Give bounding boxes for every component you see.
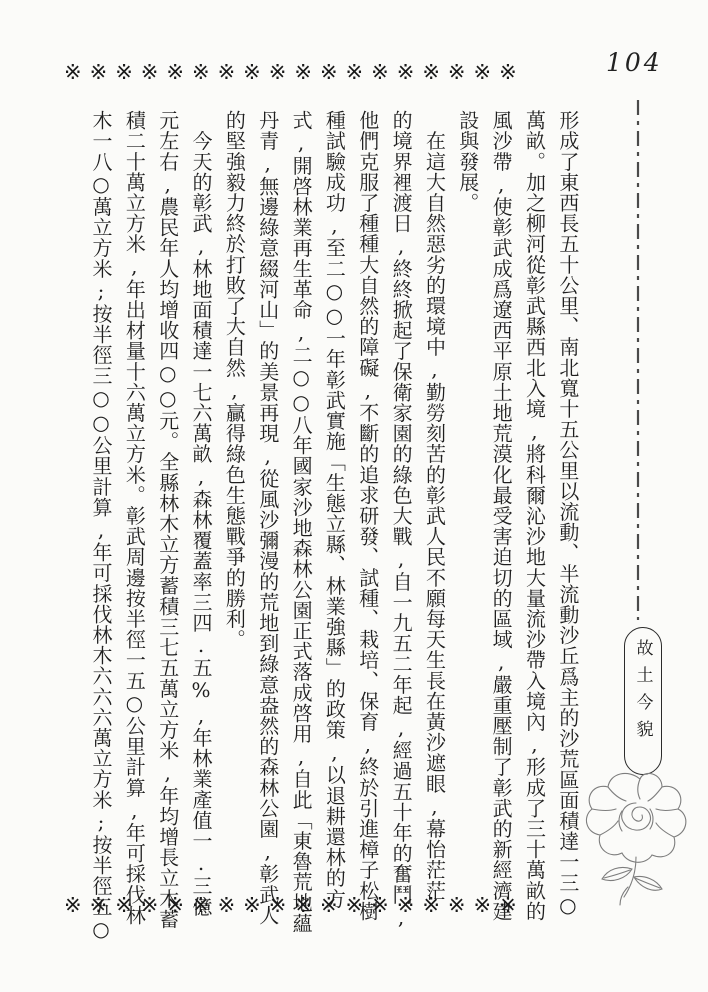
chapter-divider-line	[634, 100, 642, 620]
text-column: 積二十萬立方米,年出材量十六萬立方米。彰武周邊按半徑一五○公里計算,年可採伐林	[122, 110, 147, 926]
top-decorative-border: ※※※※※※※※※※※※※※※※※※	[64, 60, 525, 84]
text-column: 元左右,農民年人均增收四○○元。全縣林木立方蓄積三七五萬立方米,年均增長立木蓄	[155, 110, 180, 930]
text-column: 丹青,無邊綠意綴河山」的美景再現,從風沙彌漫的荒地到綠意盎然的森林公園,彰武人	[255, 110, 280, 926]
chapter-title: 故土今貌	[632, 639, 653, 747]
text-column: 設與發展。	[455, 110, 480, 213]
text-columns	[84, 110, 584, 942]
text-column: 式,開啓林業再生革命,二○○八年國家沙地森林公園正式落成啓用,自此「東魯荒地蘊	[289, 110, 314, 934]
text-column: 萬畝。加之柳河從彰武縣西北入境,將科爾沁沙地大量流沙帶入境內,形成了三十萬畝的	[522, 110, 547, 922]
text-column: 種試驗成功,至二○○一年彰武實施「生態立縣、林業強縣」的政策,以退耕還林的方	[322, 110, 347, 909]
page-number: 104	[606, 48, 663, 77]
text-column: 的境界裡渡日,終終掀起了保衛家園的綠色大戰,自一九五二年起,經過五十年的奮鬥,	[389, 110, 414, 930]
text-column: 他們克服了種種大自然的障礙,不斷的追求研發、試種、栽培、保育,終於引進樟子松樹	[355, 110, 380, 922]
text-column: 的堅強毅力終於打敗了大自然,贏得綠色生態戰爭的勝利。	[222, 110, 247, 650]
text-column: 在這大自然惡劣的環境中,勤勞刻苦的彰武人民不願每天生長在黃沙遮眼,幕怡茫茫	[422, 110, 447, 901]
text-column: 今天的彰武,林地面積達一七六萬畝,森林覆蓋率三四.五%,年林業產值一.三億	[189, 110, 214, 917]
text-column: 風沙帶,使彰武成爲遼西平原土地荒漠化最受害迫切的區域,嚴重壓制了彰武的新經濟建	[489, 110, 514, 922]
text-column: 木一八○萬立方米;按半徑三○○公里計算,年可採伐林木六六六萬立方米;按半徑五○	[89, 110, 113, 942]
chapter-title-badge	[624, 627, 662, 775]
peony-flower-illustration	[578, 765, 696, 907]
text-column: 形成了東西長五十公里、南北寬十五公里以流動、半流動沙丘爲主的沙荒區面積達一三○	[555, 110, 580, 918]
bottom-decorative-border: ※※※※※※※※※※※※※※※※※※	[64, 893, 525, 917]
